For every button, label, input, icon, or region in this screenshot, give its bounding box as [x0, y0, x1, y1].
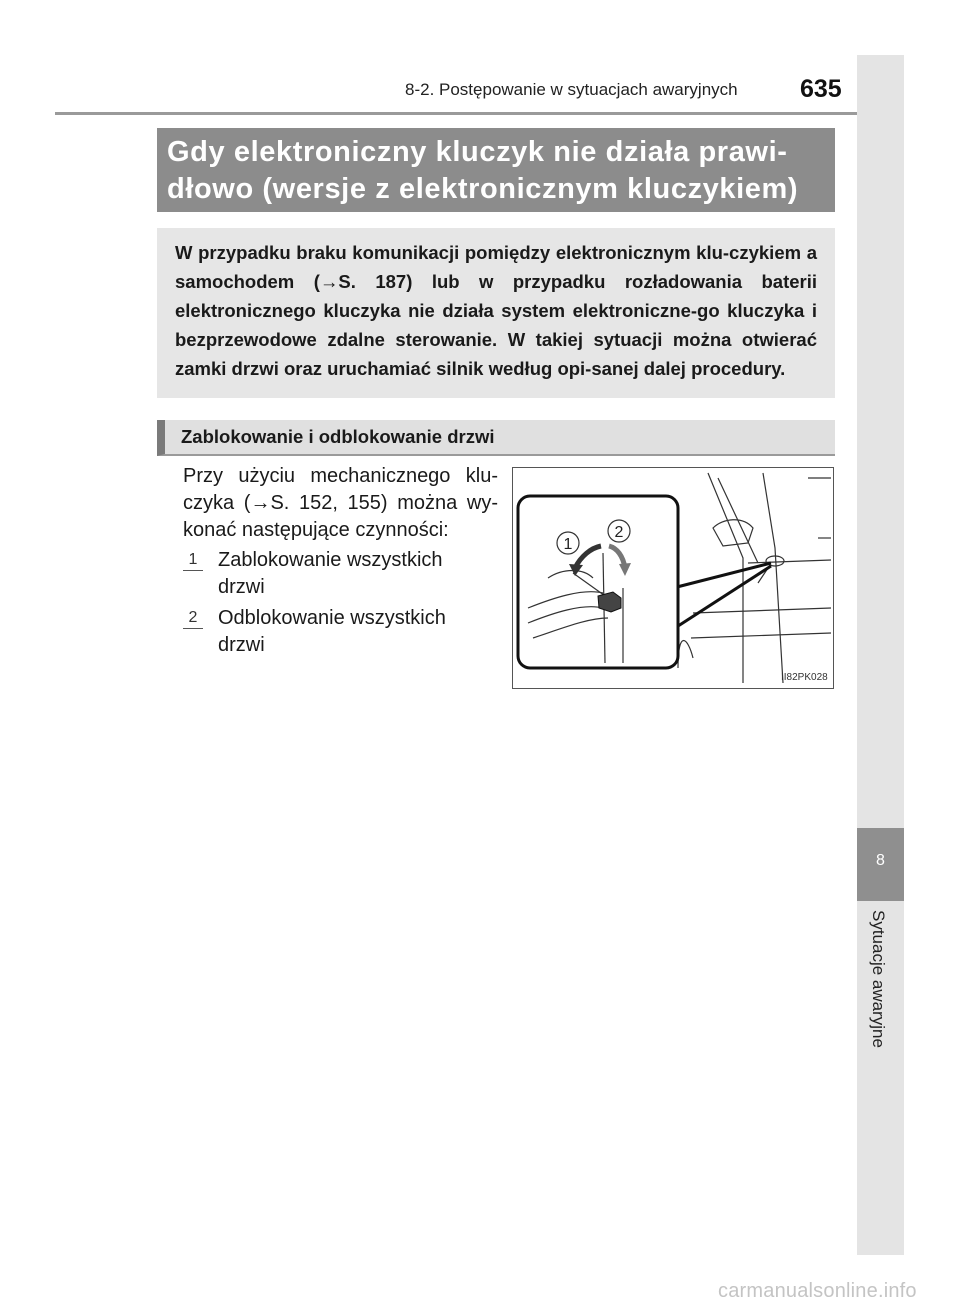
- step-text: Odblokowanie wszystkich drzwi: [218, 607, 446, 656]
- intro-text-after: S. 187) lub w przypadku rozładowania baterii elektronicznego kluczyka nie działa system elektroniczne-go kluczyka i bezprzewodowe zdalne sterowanie. W takiej sytuacji można otwierać zamki drzwi oraz uruchamiać silnik według opi-sanej dalej procedury.: [175, 271, 818, 379]
- chapter-label: Sytuacje awaryjne: [869, 910, 888, 1048]
- body-paragraph: [183, 463, 498, 544]
- figure-code: II82PK028: [781, 672, 828, 683]
- subheading: Zablokowanie i odblokowanie drzwi: [157, 420, 835, 456]
- chapter-number: 8: [876, 852, 885, 869]
- callout-1: 1: [563, 536, 573, 553]
- arrow-reference-icon: →: [250, 492, 271, 514]
- door-lock-illustration: [512, 467, 834, 689]
- watermark: carmanualsonline.info: [718, 1280, 917, 1302]
- arrow-reference-icon: →: [319, 271, 339, 292]
- intro-text-before: W przypadku braku komunikacji pomiędzy elektronicznym klu-czykiem a samochodem (: [175, 242, 817, 292]
- intro-paragraph: [157, 228, 835, 398]
- body-text-after: S. 152, 155) można wy-konać następujące czynności:: [183, 492, 498, 541]
- body-text-before: Przy użyciu mechanicznego klu-czyka (: [183, 465, 498, 514]
- section-title-line-2: dłowo (wersje z elektronicznym kluczykiem): [167, 173, 799, 205]
- section-title: [157, 128, 835, 212]
- step-text: Zablokowanie wszystkich drzwi: [218, 549, 443, 598]
- car-door-drawing: [513, 468, 833, 688]
- step-number: 2: [183, 608, 203, 629]
- running-header-section: 8-2. Postępowanie w sytuacjach awaryjnych: [405, 80, 738, 99]
- callout-2: 2: [614, 524, 624, 541]
- step-number: 1: [183, 550, 203, 571]
- section-title-line-1: Gdy elektroniczny kluczyk nie działa prawi-: [167, 136, 788, 168]
- page-number: 635: [800, 75, 842, 103]
- header-rule: [55, 112, 903, 115]
- chapter-tab-strip: [857, 55, 904, 1255]
